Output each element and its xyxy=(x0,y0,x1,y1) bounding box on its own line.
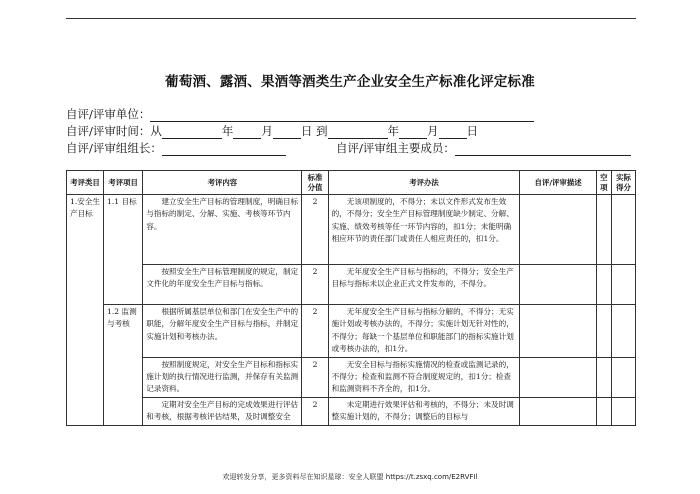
description-cell[interactable] xyxy=(520,397,596,425)
content-cell: 定期对安全生产目标的完成效果进行评估和考核，根据考核评估结果，及时调整安全 xyxy=(143,397,302,425)
table-row xyxy=(67,357,636,397)
header-category: 考评类目 xyxy=(67,171,104,195)
start-day-label: 日 xyxy=(300,124,313,138)
header-vacant: 空项 xyxy=(596,171,611,195)
unit-line xyxy=(66,106,534,122)
content-cell: 建立安全生产目标的管理制度，明确目标与指标的制定、分解、实施、考核等环节内容。 xyxy=(143,195,302,265)
end-day-label: 日 xyxy=(466,124,479,138)
footer-note: 欢迎转发分享，更多资料尽在知识星球：安全人联盟 https://t.zsxq.com/E2RVFIl xyxy=(222,473,478,481)
description-cell[interactable] xyxy=(520,195,596,265)
table-row xyxy=(67,305,636,358)
table-row xyxy=(67,195,636,265)
description-cell[interactable] xyxy=(520,265,596,305)
evaluation-table xyxy=(66,170,636,426)
header-method: 考评办法 xyxy=(328,171,520,195)
start-year-label: 年 xyxy=(221,124,234,138)
actual-score-cell[interactable] xyxy=(611,195,635,265)
vacant-cell[interactable] xyxy=(596,357,611,397)
document-title: 葡萄酒、露酒、果酒等酒类生产企业安全生产标准化评定标准 xyxy=(165,74,535,90)
start-day-field[interactable] xyxy=(273,126,301,139)
actual-score-cell[interactable] xyxy=(611,305,635,358)
header-item: 考评项目 xyxy=(104,171,143,195)
method-cell: 无年度安全生产目标与指标分解的，不得分；无实施计划或考核办法的，不得分；实施计划无针对性的，不得分；每缺一个基层单位和职能部门的指标实施计划或考核办法的，扣1分。 xyxy=(328,305,520,358)
method-cell: 无年度安全生产目标与指标的，不得分；安全生产目标与指标未以企业正式文件发布的，不得分。 xyxy=(328,265,520,305)
start-month-field[interactable] xyxy=(233,126,261,139)
description-cell[interactable] xyxy=(520,357,596,397)
leader-line xyxy=(66,140,286,156)
score-cell: 2 xyxy=(302,397,328,425)
members-field[interactable] xyxy=(455,143,631,156)
content-cell: 按照制度规定，对安全生产目标和指标实施计划的执行情况进行监测，并保存有关监测记录资料。 xyxy=(143,357,302,397)
to-label: 到 xyxy=(316,124,328,138)
actual-score-cell[interactable] xyxy=(611,265,635,305)
header-row xyxy=(67,171,636,195)
end-year-label: 年 xyxy=(387,124,400,138)
item-cell-monitoring: 1.2 监测与考核 xyxy=(104,305,143,426)
score-cell: 2 xyxy=(302,305,328,358)
time-label: 自评/评审时间：从 xyxy=(66,124,162,138)
method-cell: 无安全目标与指标实施情况的检查或监测记录的，不得分；检查和监测不符合制度规定的，扣1分；检查和监测资料不齐全的，扣1分。 xyxy=(328,357,520,397)
vacant-cell[interactable] xyxy=(596,397,611,425)
score-cell: 2 xyxy=(302,357,328,397)
unit-field[interactable] xyxy=(150,109,534,122)
header-actual: 实际得分 xyxy=(611,171,635,195)
end-day-field[interactable] xyxy=(439,126,467,139)
description-cell[interactable] xyxy=(520,305,596,358)
content-cell: 按照安全生产目标管理制度的规定，制定文件化的年度安全生产目标与指标。 xyxy=(143,265,302,305)
method-cell: 无该项制度的，不得分；未以文件形式发布生效的，不得分；安全生产目标管理制度缺少制定、分解、实施、绩效考核等任一环节内容的，扣1分；未能明确相应环节的责任部门或责任人相应责任的，扣1分。 xyxy=(328,195,520,265)
category-cell: 1.安全生产目标 xyxy=(67,195,104,426)
start-month-label: 月 xyxy=(261,124,273,138)
header-content: 考评内容 xyxy=(143,171,302,195)
method-cell: 未定期进行效果评估和考核的，不得分；未及时调整实施计划的，不得分；调整后的目标与 xyxy=(328,397,520,425)
vacant-cell[interactable] xyxy=(596,305,611,358)
table-row xyxy=(67,397,636,425)
table-row xyxy=(67,265,636,305)
members-line xyxy=(336,140,631,156)
end-month-field[interactable] xyxy=(399,126,427,139)
end-year-field[interactable] xyxy=(328,126,388,139)
members-label: 自评/评审组主要成员： xyxy=(336,141,455,155)
vacant-cell[interactable] xyxy=(596,265,611,305)
unit-label: 自评/评审单位： xyxy=(66,107,151,121)
actual-score-cell[interactable] xyxy=(611,397,635,425)
top-rule xyxy=(66,18,636,19)
end-month-label: 月 xyxy=(427,124,439,138)
leader-field[interactable] xyxy=(162,143,286,156)
leader-label: 自评/评审组组长： xyxy=(66,141,162,155)
time-line xyxy=(66,123,478,139)
score-cell: 2 xyxy=(302,265,328,305)
header-description: 自评/评审描述 xyxy=(520,171,596,195)
actual-score-cell[interactable] xyxy=(611,357,635,397)
content-cell: 根据所属基层单位和部门在安全生产中的职能，分解年度安全生产目标与指标，并制定实施计划和考核办法。 xyxy=(143,305,302,358)
score-cell: 2 xyxy=(302,195,328,265)
vacant-cell[interactable] xyxy=(596,195,611,265)
start-year-field[interactable] xyxy=(162,126,222,139)
header-score: 标准分值 xyxy=(302,171,328,195)
item-cell-target: 1.1 目标 xyxy=(104,195,143,305)
